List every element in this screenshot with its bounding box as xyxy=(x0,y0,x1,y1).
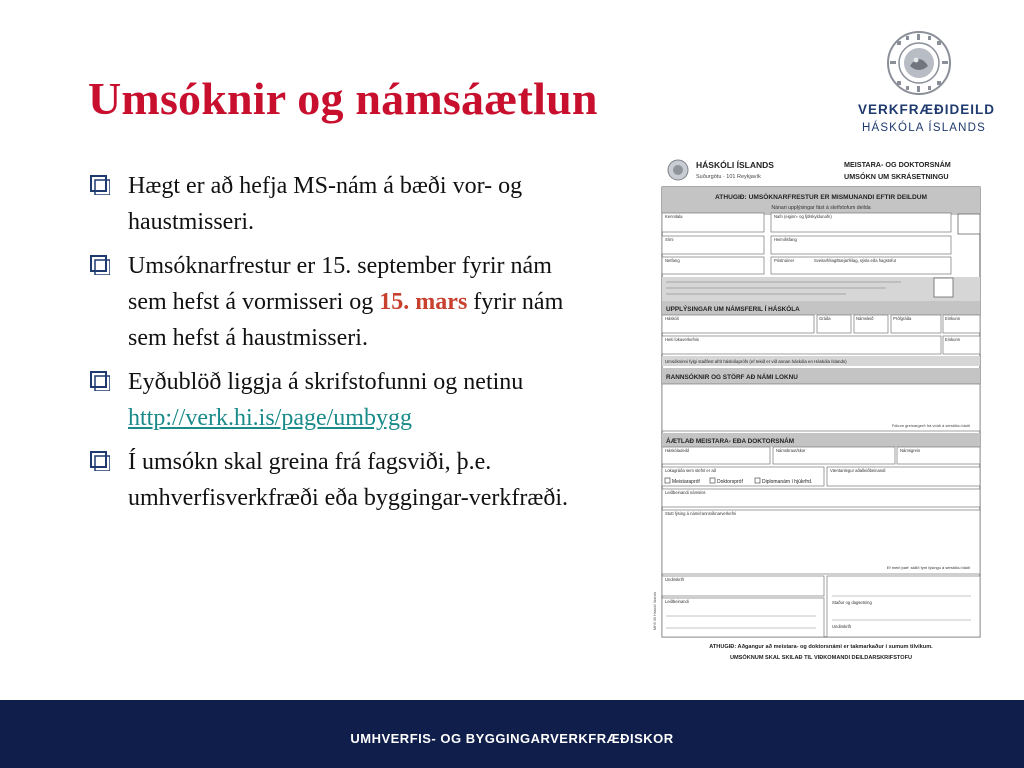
form-field-postnumer: Póstnúmer xyxy=(774,258,795,263)
form-note-afrit: Umsókninni fylgi staðfest afrit háskólaprófs (ef tekið er við annan háskóla en Háskóla Íslands) xyxy=(665,359,847,364)
bullet-text: Hægt er að hefja MS-nám á bæði vor- og haustmisseri. xyxy=(128,173,523,235)
checkbox-bullet-icon xyxy=(90,175,110,195)
university-seal-icon xyxy=(886,30,952,96)
checkbox-bullet-icon xyxy=(90,451,110,471)
form-field-nafn-leid: Væntanlegur aðalleiðbeinandi xyxy=(830,468,886,473)
form-title-1: MEISTARA- OG DOKTORSNÁM xyxy=(844,160,951,169)
bullet-text: Umsóknarfrestur er 15. september fyrir nám sem hefst á vormisseri og xyxy=(128,253,552,315)
logo-university: HÁSKÓLA ÍSLANDS xyxy=(861,122,987,134)
bullet-list xyxy=(90,168,580,524)
form-footer-2: UMSÓKNUM SKAL SKILAÐ TIL VIÐKOMANDI DEILDARSKRIFSTOFU xyxy=(729,655,913,661)
form-notice-2: Nánari upplýsingar fást á skrifstofum deilda xyxy=(771,205,871,211)
form-field-lysing: Stutt lýsing á námi/rannsóknarverkefni xyxy=(665,511,736,516)
bullet-item xyxy=(90,168,580,240)
bullet-item xyxy=(90,444,580,516)
form-field-undirskrift: Undirskrift xyxy=(665,577,684,582)
form-field-einkunn: Einkunn xyxy=(945,316,961,321)
bullet-text: Í umsókn skal greina frá fagsviði, þ.e. umhverfisverkfræði eða byggingar-verkfræði. xyxy=(128,449,569,511)
form-field-heimili: Heimilisfang xyxy=(774,237,797,242)
form-field-haskoladeild: Háskóladeild xyxy=(665,448,689,453)
forms-link[interactable]: http://verk.hi.is/page/umbygg xyxy=(128,405,412,431)
form-section-namsferill: UPPLÝSINGAR UM NÁMSFERIL Í HÁSKÓLA xyxy=(666,306,800,313)
form-opt-meistara: Meistarapróf xyxy=(672,479,700,485)
checkbox-bullet-icon xyxy=(90,255,110,275)
form-note-rannsoknir: Fókum greinargerð frá víddi á sérstöku blaði xyxy=(891,423,970,428)
footer-text: UMHVERFIS- OG BYGGINGARVERKFRÆÐISKOR xyxy=(350,731,674,746)
form-side-code: MHS 08 Háskóli Íslands xyxy=(653,591,657,630)
form-field-netfang: Netfang xyxy=(665,258,680,263)
form-uni-name: HÁSKÓLI ÍSLANDS xyxy=(696,160,774,170)
form-footer-1: ATHUGIÐ: Aðgangur að meistara- og doktorsnámi er takmarkaður í sumum tilvikum. xyxy=(709,644,933,650)
application-form-image xyxy=(646,150,986,666)
form-section-rannsoknir: RANNSÓKNIR OG STÖRF AÐ NÁMI LOKNU xyxy=(666,374,798,381)
deadline-highlight: 15. mars xyxy=(379,289,468,315)
form-field-leidbeinandi: Leiðbeinandi námsins xyxy=(665,490,706,495)
form-field-lokagrada: Lokagráða sem stefnt er að xyxy=(665,468,716,473)
form-field-stadur: Staður og dagsetning xyxy=(832,600,872,605)
form-uni-address: Suðurgötu · 101 Reykjavík xyxy=(696,174,761,180)
form-field-profgrada: Prófgráða xyxy=(893,316,912,321)
form-note-lysing: Ef meiri þarf: skilið fyrri lýsingu á sérstöku blaði xyxy=(886,565,970,570)
form-field-simi: Sími xyxy=(665,237,674,242)
logo-department: VERKFRÆÐIDEILD xyxy=(858,102,996,117)
bullet-item xyxy=(90,248,580,356)
form-opt-diplom: Diplomanám í hjúkrfrd. xyxy=(762,479,813,485)
form-field-haskoli: Háskóli xyxy=(665,316,679,321)
form-field-leidbeinandi-sign: Leiðbeinandi xyxy=(665,599,689,604)
form-field-einkunn-2: Einkunn xyxy=(945,337,961,342)
university-logo xyxy=(858,30,996,142)
bullet-text: Eyðublöð liggja á skrifstofunni og netinu xyxy=(128,369,524,395)
form-field-heiti: Heiti lokaverkefnis xyxy=(665,337,699,342)
form-field-kennitala: Kennitala xyxy=(665,214,683,219)
form-field-undirskrift-2: Undirskrift xyxy=(832,624,851,629)
form-field-namsleid: Námsleið xyxy=(856,316,874,321)
form-opt-doktor: Doktorspróf xyxy=(717,479,743,485)
checkbox-bullet-icon xyxy=(90,371,110,391)
bullet-text: fyrir nám sem hefst á haustmisseri. xyxy=(128,289,564,351)
form-field-namsbraut: Námsbraut/skor xyxy=(776,448,806,453)
bullet-item xyxy=(90,364,580,436)
form-field-gradur: Gráða xyxy=(819,316,831,321)
form-field-nafn: Nafn (eiginn- og fjölskyldunafn) xyxy=(774,214,832,219)
form-field-land: Sveitarfélag/Bæjarfélag, sýsla eða hagstofur xyxy=(814,258,897,263)
form-notice-1: ATHUGIÐ: UMSÓKNARFRESTUR ER MISMUNANDI EFTIR DEILDUM xyxy=(715,194,927,201)
slide-title: Umsóknir og námsáætlun xyxy=(88,73,598,124)
form-section-aetlad: ÁÆTLAÐ MEISTARA- EÐA DOKTORSNÁM xyxy=(666,438,795,445)
form-title-2: UMSÓKN UM SKRÁSETNINGU xyxy=(844,172,949,181)
form-field-namsgrein: Námsgrein xyxy=(900,448,921,453)
